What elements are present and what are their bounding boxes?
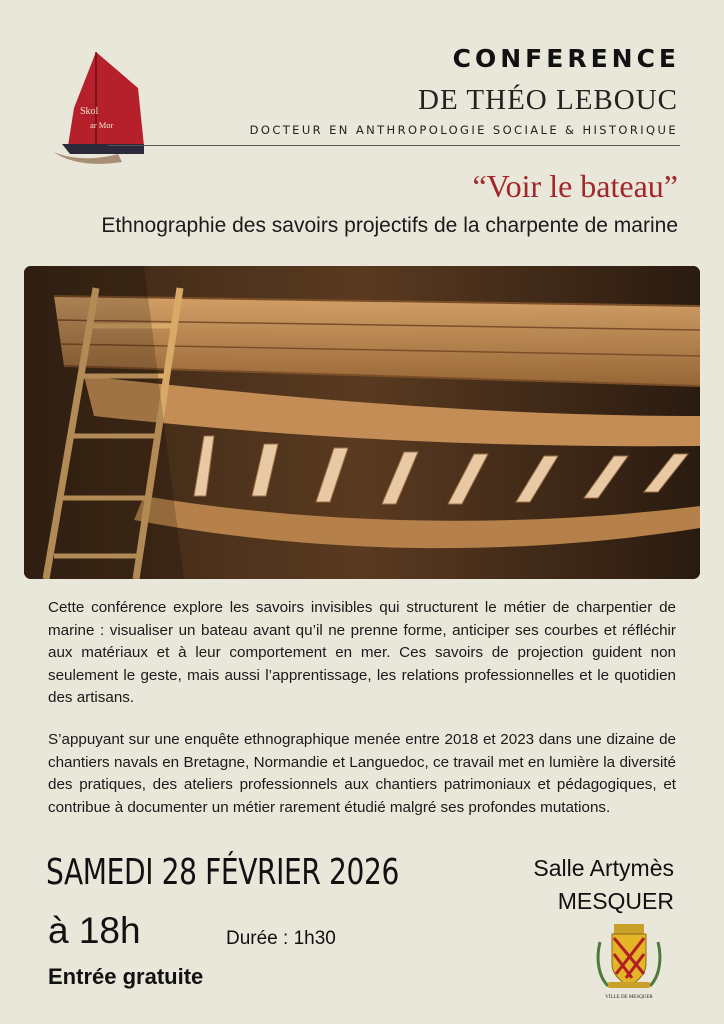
venue-name: Salle Artymès xyxy=(533,855,674,881)
description-paragraph-1: Cette conférence explore les savoirs invisibles qui structurent le métier de charpentier de marine : visualiser un bateau avant qu’il ne prenne forme, anticiper ses courbes et réfléchir aux matériaux et à leur comportement en mer. Ces savoirs de projection guident non seulement le geste, mais aussi l’apprentissage, les relations professionnelles et le quotidien des artisans. xyxy=(48,599,676,707)
talk-subtitle: Ethnographie des savoirs projectifs de la charpente de marine xyxy=(101,214,678,237)
entry-info: Entrée gratuite xyxy=(48,964,204,989)
boat-hull-photo xyxy=(24,266,700,579)
speaker-role: DOCTEUR EN ANTHROPOLOGIE SOCIALE & HISTORIQUE xyxy=(249,123,678,137)
crest-caption: VILLE DE MESQUER xyxy=(605,995,653,1000)
logo-text-line1: Skol xyxy=(80,106,99,117)
event-duration: Durée : 1h30 xyxy=(226,928,336,949)
venue-block xyxy=(533,852,674,918)
sail-boat-logo xyxy=(52,48,146,166)
venue-town: MESQUER xyxy=(557,888,674,914)
event-date: SAMEDI 28 FÉVRIER 2026 xyxy=(46,852,399,893)
talk-title: “Voir le bateau” xyxy=(472,168,678,204)
mesquer-coat-of-arms-icon xyxy=(594,922,664,1002)
header-divider xyxy=(108,145,680,146)
speaker-name: DE THÉO LEBOUC xyxy=(418,84,678,116)
logo-text-line2: ar Mor xyxy=(90,120,114,130)
event-time: à 18h xyxy=(48,910,141,951)
description-paragraph-2: S’appuyant sur une enquête ethnographique menée entre 2018 et 2023 dans une dizaine de chantiers navals en Bretagne, Normandie et Languedoc, ce travail met en lumière la diversité des pratiques, des ateliers professionnels aux chantiers patrimoniaux et pédagogiques, et contribue à documenter un métier rarement étudié malgré ses profondes mutations. xyxy=(48,731,676,816)
conference-heading: CONFERENCE xyxy=(452,44,680,73)
